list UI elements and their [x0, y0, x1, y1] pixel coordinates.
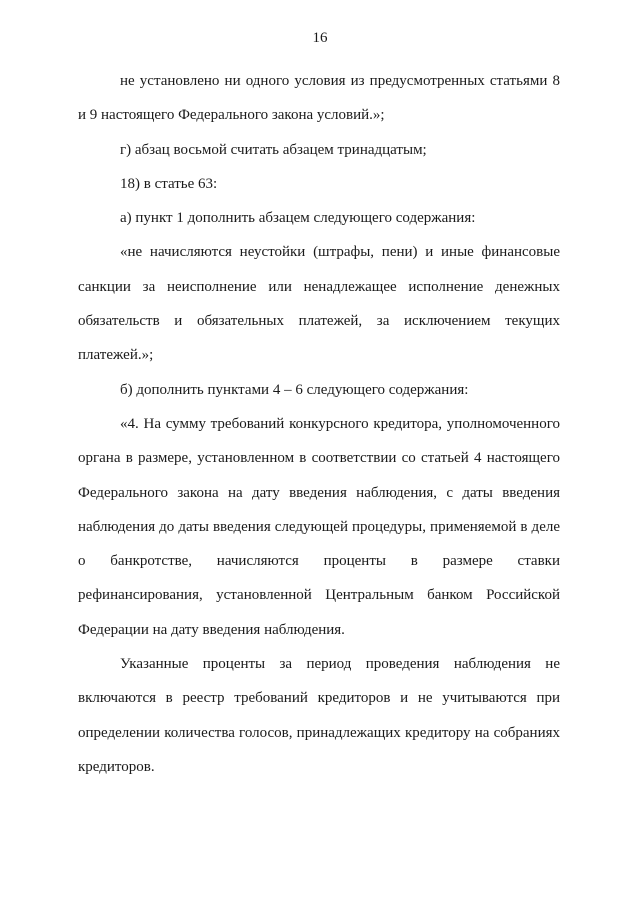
paragraph-continuation: не установлено ни одного условия из предусмотренных статьями 8 и 9 настоящего Федерального закона условий.»;	[78, 73, 560, 124]
paragraph-item-18: 18) в статье 63:	[120, 175, 218, 192]
paragraph-item-a: а) пункт 1 дополнить абзацем следующего содержания:	[120, 210, 476, 227]
paragraph-interest-note: Указанные проценты за период проведения наблюдения не включаются в реестр требований кредиторов и не учитываются при определении количества голосов, принадлежащих кредитору на собраниях кредиторов.	[78, 656, 560, 775]
paragraph-quote-penalties: «не начисляются неустойки (штрафы, пени) и иные финансовые санкции за неисполнение или ненадлежащее исполнение денежных обязательств и обязательных платежей, за исключением текущих платежей.»;	[78, 244, 560, 364]
paragraph-item-g: г) абзац восьмой считать абзацем тринадцатым;	[120, 141, 427, 158]
paragraph-item-b: б) дополнить пунктами 4 – 6 следующего содержания:	[120, 381, 469, 398]
document-body	[78, 64, 560, 784]
paragraph-quote-point-4: «4. На сумму требований конкурсного кредитора, уполномоченного органа в размере, установленном в соответствии со статьей 4 настоящего Федерального закона на дату введения наблюдения, с даты введения наблюдения до даты введения следующей процедуры, применяемой в деле о банкротстве, начисляются проценты в размере ставки рефинансирования, установленной Центральным банком Российской Федерации на дату введения наблюдения.	[78, 415, 560, 638]
page-number: 16	[312, 30, 328, 46]
